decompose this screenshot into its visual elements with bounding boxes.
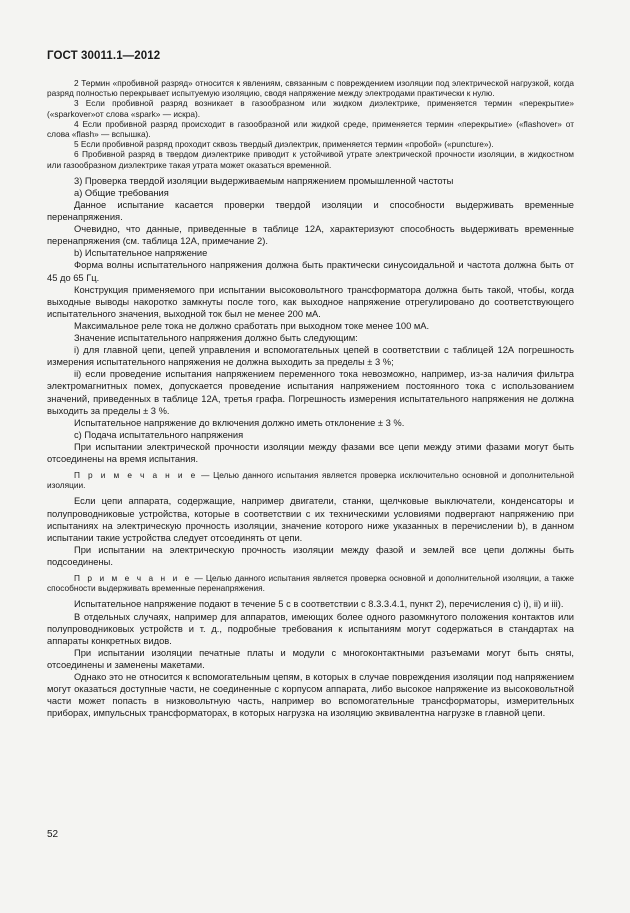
subsection-heading: b) Испытательное напряжение xyxy=(74,248,208,259)
note-paragraph: 3 Если пробивной разряд возникает в газообразном или жидком диэлектрике, применяется термин «перекрытие» («sparkover»от слова «spark» — искра). xyxy=(47,98,574,119)
standard-header: ГОСТ 30011.1—2012 xyxy=(47,50,161,62)
page-content xyxy=(47,78,574,719)
subsection-heading: с) Подача испытательного напряжения xyxy=(74,429,244,440)
note-paragraph: 4 Если пробивной разряд происходит в газообразной или жидкой среде, применяется термин «перекрытие» («flashover» от слова «flash» — вспышка). xyxy=(47,118,574,140)
note-label: П р и м е ч а н и е xyxy=(74,573,192,584)
paragraph: Форма волны испытательного напряжения должна быть практически синусоидальной и частота должна быть от 45 до 65 Гц. xyxy=(47,260,574,283)
list-item: ii) если проведение испытания напряжением переменного тока невозможно, например, из-за наличия фильтра электромагнитных помех, допускается проведение испытания напряжением постоянного тока с использованием значений, приведенных в таблице 12А, третья графа. Погрешность измерения испытательного напряжения не должна выходить за пределы ± 3 %. xyxy=(47,369,574,416)
body-section-b xyxy=(47,495,574,568)
note-paragraph: 5 Если пробивной разряд проходит сквозь твердый диэлектрик, применяется термин «пробой» («puncture»). xyxy=(74,139,494,150)
paragraph: В отдельных случаях, например для аппаратов, имеющих более одного разомкнутого положения контактов или полупроводниковых устройств и т. д., подробные требования к испытаниям могут содержаться в стандартах на аппараты конкретных видов. xyxy=(47,611,574,646)
paragraph: Испытательное напряжение до включения должно иметь отклонение ± 3 %. xyxy=(74,417,405,428)
note-text: — Целью данного испытания является проверка исключительно основной и дополнительной изоляции. xyxy=(47,470,574,491)
note-text: — Целью данного испытания является проверка основной и дополнительной изоляции, а также способности выдерживать временные перенапряжения. xyxy=(47,573,574,594)
subsection-heading: а) Общие требования xyxy=(74,187,169,198)
paragraph: При испытании электрической прочности изоляции между фазами все цепи между этими фазами могут быть отсоединены на время испытания. xyxy=(47,441,574,464)
notes-top xyxy=(47,78,574,170)
note-paragraph: 6 Пробивной разряд в твердом диэлектрике приводит к устойчивой утрате электрической прочности изоляции, в жидкостном или газообразном диэлектрике такая утрата может оказаться временной. xyxy=(47,149,574,170)
list-item: i) для главной цепи, цепей управления и вспомогательных цепей в соответствии с таблицей 12А погрешность измерения испытательного напряжения не должна выходить за пределы ± 3 %; xyxy=(47,345,574,368)
note-paragraph: 2 Термин «пробивной разряд» относится к явлениям, связанным с повреждением изоляции под электрической нагрузкой, когда разряд полностью перекрывает испытуемую изоляцию, сводя напряжение между электродами практически к нулю. xyxy=(47,78,574,99)
section-heading: 3) Проверка твердой изоляции выдерживаемым напряжением промышленной частоты xyxy=(74,175,454,186)
page-number: 52 xyxy=(47,829,59,840)
note-2 xyxy=(47,573,574,593)
body-section-c xyxy=(47,598,574,719)
paragraph: Максимальное реле тока не должно сработать при выходном токе менее 100 мА. xyxy=(74,320,430,331)
paragraph: Данное испытание касается проверки твердой изоляции и способности выдерживать временные перенапряжения. xyxy=(47,200,574,223)
paragraph: Однако это не относится к вспомогательным цепям, в которых в случае повреждения изоляции под напряжением могут оказаться доступные части, не соединенные с корпусом аппарата, либо высокое напряжение из высоковольтной части может попасть в низковольтную часть, например во вспомогательные трансформаторы, измерительных приборах, импульсных трансформаторах, в которых нагрузка на изоляцию эквивалентна нагрузке в главной цепи. xyxy=(47,672,574,719)
paragraph: При испытании изоляции печатные платы и модули с многоконтактными разъемами могут быть сняты, отсоединены и заменены макетами. xyxy=(47,647,574,670)
paragraph: Очевидно, что данные, приведенные в таблице 12А, характеризуют способность выдерживать временные перенапряжения (см. таблица 12А, примечание 2). xyxy=(47,224,574,247)
paragraph: Испытательное напряжение подают в течение 5 с в соответствии с 8.3.3.4.1, пункт 2), перечисления с) i), ii) и iii). xyxy=(74,599,564,610)
body-section-a xyxy=(47,175,574,465)
note-1 xyxy=(47,470,574,490)
paragraph: Значение испытательного напряжения должно быть следующим: xyxy=(74,333,358,344)
note-label: П р и м е ч а н и е xyxy=(74,470,198,481)
paragraph: При испытании на электрическую прочность изоляции между фазой и землей все цепи должны быть подсоединены. xyxy=(47,544,574,567)
paragraph: Конструкция применяемого при испытании высоковольтного трансформатора должна быть такой, чтобы, когда выходные выводы накоротко замкнуты после того, как выходное напряжение отрегулировано до соответствующего испытательного значения, выходной ток был не менее 200 мА. xyxy=(47,284,574,319)
paragraph: Если цепи аппарата, содержащие, например двигатели, станки, щелчковые выключатели, конденсаторы и полупроводниковые устройства, которые в соответствии с их техническими условиями подвергают напряжению при испытаниях на электрическую прочность изоляции, значение которого ниже указанных в перечислении b), в данном испытании такие устройства следует отсоединять от цепи. xyxy=(47,496,574,543)
